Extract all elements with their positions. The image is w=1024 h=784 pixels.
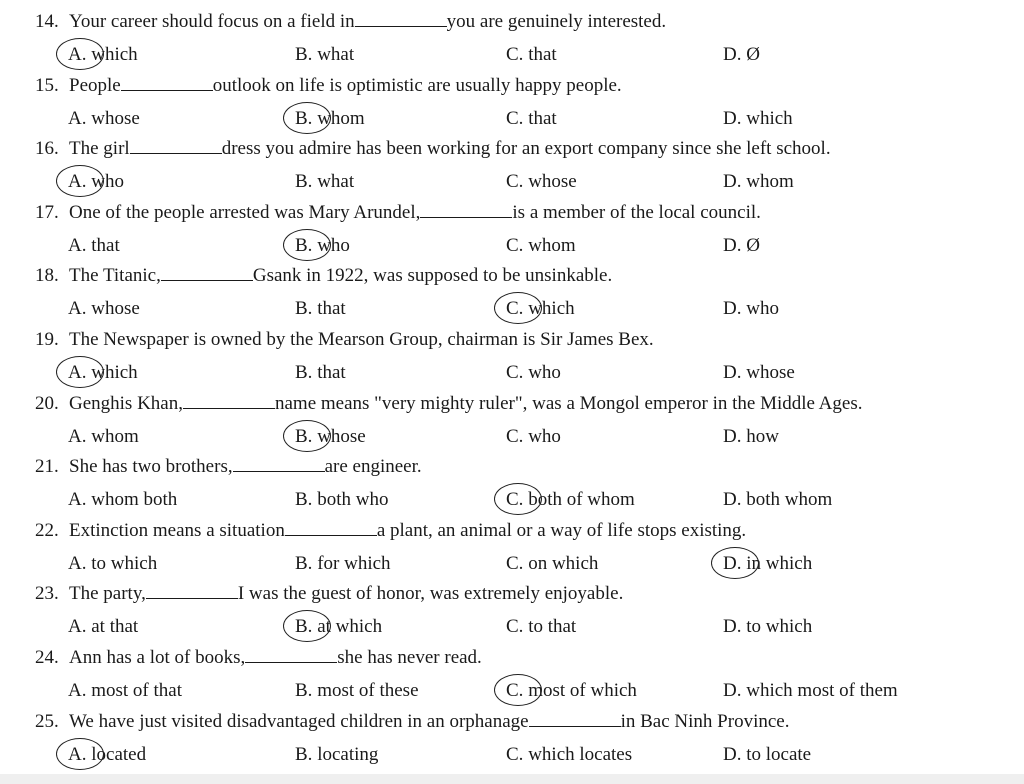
option-letter: A. [68,361,86,385]
option-text: that [91,235,120,256]
option-text: most of these [317,680,419,701]
option-letter: B. [295,553,313,574]
stem-before: The party, [69,583,146,604]
option-text: which [91,362,138,383]
option-letter: B. [295,298,313,319]
option-d[interactable] [723,488,832,512]
option-text: both of whom [528,489,635,510]
question-number: 14. [35,11,59,32]
stem-after: in Bac Ninh Province. [620,711,790,732]
option-text: that [528,44,557,65]
option-a[interactable] [68,615,138,639]
option-letter: D. [723,362,742,383]
option-text: whom [746,171,794,192]
option-letter: B. [295,44,313,65]
question-number: 22. [35,520,59,541]
answer-blank [245,646,337,663]
option-letter: A. [68,743,86,767]
stem-before: The Titanic, [69,265,161,286]
option-letter: C. [506,362,524,383]
option-d[interactable] [723,43,760,67]
option-b[interactable] [295,615,382,639]
option-d[interactable] [723,234,760,258]
answer-blank [121,74,213,91]
option-letter: A. [68,108,87,129]
stem-after: I was the guest of honor, was extremely enjoyable. [237,583,624,604]
option-text: who [746,298,779,319]
answer-blank [355,10,447,27]
option-a[interactable] [68,297,140,321]
option-a[interactable] [68,425,139,449]
stem-after: name means "very mighty ruler", was a Mongol emperor in the Middle Ages. [274,393,863,414]
option-letter: C. [506,108,524,129]
answer-blank [420,201,512,218]
option-c[interactable] [506,43,557,67]
question-stem [35,74,1015,98]
option-d[interactable] [723,361,795,385]
option-text: to that [528,616,577,637]
option-b[interactable] [295,361,346,385]
option-text: whose [528,171,577,192]
stem-after: are engineer. [324,456,422,477]
option-text: Ø [746,235,760,256]
option-letter: D. [723,108,742,129]
option-text: which [746,108,793,129]
option-b[interactable] [295,107,365,131]
stem-before: Genghis Khan, [69,393,183,414]
option-b[interactable] [295,552,391,576]
answer-blank [161,264,253,281]
question-number: 16. [35,138,59,159]
question-number: 23. [35,583,59,604]
option-b[interactable] [295,679,419,703]
option-text: that [317,298,346,319]
option-letter: A. [68,298,87,319]
option-a[interactable] [68,361,138,385]
option-a[interactable] [68,743,146,767]
option-b[interactable] [295,743,378,767]
stem-after: Gsank in 1922, was supposed to be unsinkable. [252,265,613,286]
option-letter: B. [295,489,313,510]
question-number: 25. [35,711,59,732]
option-letter: C. [506,616,524,637]
option-letter: D. [723,426,742,447]
option-letter: A. [68,680,87,701]
question-stem [35,201,1015,225]
option-text: whom [317,108,365,129]
option-d[interactable] [723,297,779,321]
option-b[interactable] [295,43,354,67]
answer-blank [146,582,238,599]
option-letter: A. [68,426,87,447]
option-text: locating [317,744,379,765]
option-letter: C. [506,235,524,256]
answer-blank [285,519,377,536]
option-text: Ø [746,44,760,65]
option-letter: D. [723,44,742,65]
option-text: located [91,744,147,765]
option-text: what [317,171,355,192]
option-letter: A. [68,43,86,67]
answer-blank [130,137,222,154]
option-letter: D. [723,489,742,510]
option-a[interactable] [68,488,177,512]
option-text: that [528,108,557,129]
option-c[interactable] [506,234,576,258]
option-text: for which [317,553,391,574]
option-b[interactable] [295,170,354,194]
option-letter: A. [68,489,87,510]
option-letter: B. [295,615,312,639]
option-d[interactable] [723,679,898,703]
option-text: whose [91,298,140,319]
option-c[interactable] [506,679,637,703]
option-a[interactable] [68,107,140,131]
option-d[interactable] [723,743,811,767]
option-letter: B. [295,744,313,765]
stem-after: you are genuinely interested. [446,11,667,32]
answer-blank [529,710,621,727]
stem-before: One of the people arrested was Mary Arundel, [69,202,421,223]
option-letter: C. [506,744,524,765]
question-stem [35,10,1015,34]
option-letter: D. [723,680,742,701]
option-c[interactable] [506,297,575,321]
option-letter: C. [506,44,524,65]
option-a[interactable] [68,234,120,258]
option-letter: B. [295,171,313,192]
stem-before: Extinction means a situation [69,520,285,541]
option-text: what [317,44,355,65]
option-text: that [317,362,346,383]
option-text: at which [317,616,383,637]
question-stem [35,264,1015,288]
option-c[interactable] [506,488,635,512]
option-text: whose [317,426,366,447]
option-b[interactable] [295,297,346,321]
option-letter: C. [506,297,523,321]
option-letter: A. [68,235,87,256]
option-letter: C. [506,553,524,574]
option-text: both whom [746,489,833,510]
option-letter: D. [723,235,742,256]
option-letter: C. [506,426,524,447]
option-a[interactable] [68,552,157,576]
option-a[interactable] [68,43,138,67]
stem-after: dress you admire has been working for an export company since she left school. [221,138,831,159]
option-letter: B. [295,680,313,701]
option-c[interactable] [506,170,577,194]
stem-before: People [69,75,121,96]
question-number: 18. [35,265,59,286]
question-number: 20. [35,393,59,414]
question-number: 19. [35,329,59,350]
option-a[interactable] [68,170,124,194]
option-text: to which [91,553,158,574]
answer-blank [183,392,275,409]
option-text: at that [91,616,139,637]
option-b[interactable] [295,488,388,512]
question-number: 17. [35,202,59,223]
option-text: who [317,235,350,256]
option-text: in which [746,553,813,574]
option-text: which most of them [746,680,898,701]
question-stem [35,455,1015,479]
option-letter: D. [723,171,742,192]
option-c[interactable] [506,107,557,131]
bottom-edge [0,774,1024,784]
option-d[interactable] [723,170,794,194]
question-number: 21. [35,456,59,477]
option-d[interactable] [723,552,812,576]
option-c[interactable] [506,361,561,385]
option-letter: B. [295,425,312,449]
option-text: which [91,44,138,65]
option-text: who [528,426,561,447]
option-letter: B. [295,362,313,383]
option-text: whose [91,108,140,129]
option-d[interactable] [723,425,779,449]
option-letter: D. [723,298,742,319]
stem-after: outlook on life is optimistic are usually happy people. [212,75,622,96]
question-stem [35,710,1015,734]
stem-before: Ann has a lot of books, [69,647,246,668]
option-letter: A. [68,616,87,637]
option-letter: D. [723,616,742,637]
answer-blank [233,455,325,472]
option-text: how [746,426,779,447]
option-letter: C. [506,488,523,512]
option-text: most of which [528,680,637,701]
option-text: whose [746,362,795,383]
question-stem [35,328,1015,352]
option-letter: A. [68,170,86,194]
question-stem [35,646,1015,670]
option-d[interactable] [723,107,793,131]
stem-after: a plant, an animal or a way of life stops existing. [376,520,747,541]
option-text: to locate [746,744,812,765]
option-text: who [91,171,124,192]
option-text: most of that [91,680,183,701]
option-c[interactable] [506,425,561,449]
question-number: 24. [35,647,59,668]
option-letter: C. [506,679,523,703]
option-letter: A. [68,553,87,574]
option-letter: D. [723,744,742,765]
option-letter: B. [295,107,312,131]
option-text: whom [91,426,139,447]
option-c[interactable] [506,743,632,767]
option-c[interactable] [506,615,576,639]
option-text: on which [528,553,599,574]
option-text: both who [317,489,389,510]
option-letter: D. [723,552,741,576]
option-text: who [528,362,561,383]
question-number: 15. [35,75,59,96]
stem-after: she has never read. [337,647,482,668]
stem-before: Your career should focus on a field in [69,11,355,32]
option-text: whom [528,235,576,256]
stem-before: The Newspaper is owned by the Mearson Group, chairman is Sir James Bex. [69,329,654,350]
option-text: whom both [91,489,178,510]
question-stem [35,392,1015,416]
question-stem [35,137,1015,161]
stem-before: We have just visited disadvantaged children in an orphanage [69,711,529,732]
stem-before: She has two brothers, [69,456,233,477]
option-text: to which [746,616,813,637]
option-d[interactable] [723,615,812,639]
question-stem [35,582,1015,606]
option-c[interactable] [506,552,598,576]
option-b[interactable] [295,425,366,449]
option-text: which [528,298,575,319]
option-letter: B. [295,234,312,258]
option-letter: C. [506,171,524,192]
option-a[interactable] [68,679,182,703]
stem-before: The girl [69,138,130,159]
option-b[interactable] [295,234,350,258]
question-stem [35,519,1015,543]
option-text: which locates [528,744,633,765]
stem-after: is a member of the local council. [512,202,761,223]
